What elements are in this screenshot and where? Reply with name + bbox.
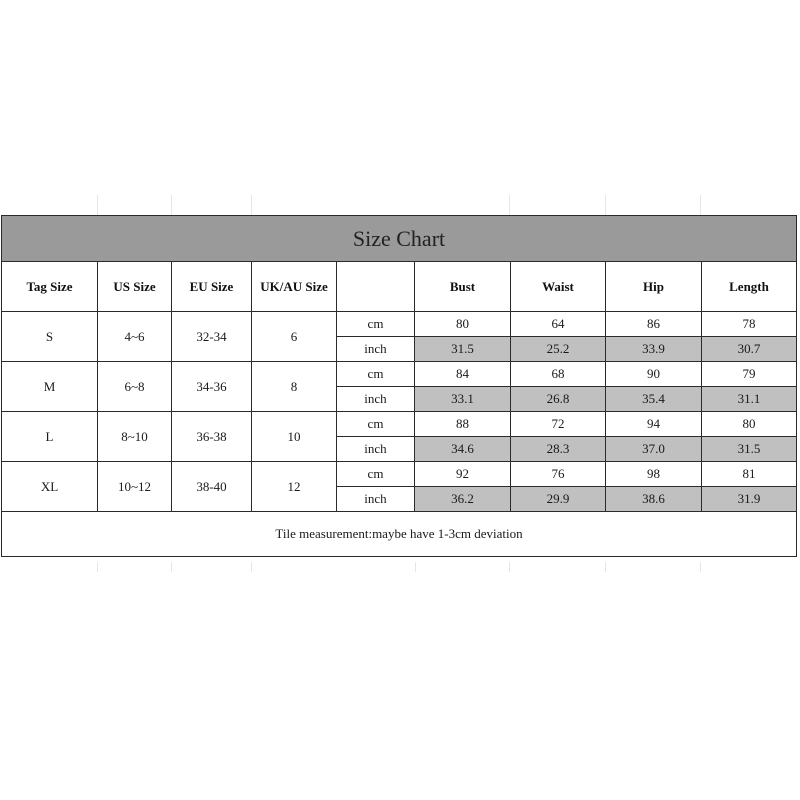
uk-au-size-cell: 8 [252, 362, 337, 412]
waist-inch: 25.2 [511, 337, 606, 362]
us-size-cell: 4~6 [98, 312, 172, 362]
unit-cm: cm [337, 362, 415, 387]
bust-inch: 36.2 [415, 487, 511, 512]
hip-cm: 86 [606, 312, 702, 337]
tag-size-cell: S [2, 312, 98, 362]
tag-size-cell: XL [2, 462, 98, 512]
hip-cm: 90 [606, 362, 702, 387]
unit-inch: inch [337, 487, 415, 512]
hip-inch: 37.0 [606, 437, 702, 462]
unit-cm: cm [337, 412, 415, 437]
length-cm: 80 [702, 412, 797, 437]
header-bust: Bust [415, 262, 511, 312]
length-cm: 78 [702, 312, 797, 337]
table-row-l-cm [2, 412, 797, 437]
tag-size-cell: L [2, 412, 98, 462]
bust-inch: 34.6 [415, 437, 511, 462]
table-row-xl-cm [2, 462, 797, 487]
bust-cm: 80 [415, 312, 511, 337]
length-cm: 81 [702, 462, 797, 487]
hip-cm: 94 [606, 412, 702, 437]
us-size-cell: 10~12 [98, 462, 172, 512]
tag-size-cell: M [2, 362, 98, 412]
hip-cm: 98 [606, 462, 702, 487]
uk-au-size-cell: 6 [252, 312, 337, 362]
bust-inch: 31.5 [415, 337, 511, 362]
header-unit [337, 262, 415, 312]
length-inch: 31.9 [702, 487, 797, 512]
waist-inch: 29.9 [511, 487, 606, 512]
unit-inch: inch [337, 387, 415, 412]
size-chart-table [1, 215, 797, 557]
unit-inch: inch [337, 437, 415, 462]
header-uk-au-size: UK/AU Size [252, 262, 337, 312]
waist-cm: 76 [511, 462, 606, 487]
unit-cm: cm [337, 312, 415, 337]
uk-au-size-cell: 10 [252, 412, 337, 462]
waist-cm: 72 [511, 412, 606, 437]
header-eu-size: EU Size [172, 262, 252, 312]
chart-title: Size Chart [2, 216, 797, 262]
table-row-m-cm [2, 362, 797, 387]
unit-inch: inch [337, 337, 415, 362]
header-tag-size: Tag Size [2, 262, 98, 312]
eu-size-cell: 32-34 [172, 312, 252, 362]
eu-size-cell: 34-36 [172, 362, 252, 412]
eu-size-cell: 36-38 [172, 412, 252, 462]
header-waist: Waist [511, 262, 606, 312]
bust-inch: 33.1 [415, 387, 511, 412]
hip-inch: 38.6 [606, 487, 702, 512]
table-row-s-cm [2, 312, 797, 337]
uk-au-size-cell: 12 [252, 462, 337, 512]
header-us-size: US Size [98, 262, 172, 312]
us-size-cell: 8~10 [98, 412, 172, 462]
footer-note: Tile measurement:maybe have 1-3cm deviation [2, 512, 797, 557]
length-cm: 79 [702, 362, 797, 387]
length-inch: 31.5 [702, 437, 797, 462]
header-length: Length [702, 262, 797, 312]
waist-inch: 28.3 [511, 437, 606, 462]
bust-cm: 92 [415, 462, 511, 487]
unit-cm: cm [337, 462, 415, 487]
header-hip: Hip [606, 262, 702, 312]
hip-inch: 35.4 [606, 387, 702, 412]
length-inch: 31.1 [702, 387, 797, 412]
waist-cm: 68 [511, 362, 606, 387]
header-row [2, 262, 797, 312]
waist-inch: 26.8 [511, 387, 606, 412]
hip-inch: 33.9 [606, 337, 702, 362]
us-size-cell: 6~8 [98, 362, 172, 412]
bust-cm: 84 [415, 362, 511, 387]
length-inch: 30.7 [702, 337, 797, 362]
waist-cm: 64 [511, 312, 606, 337]
bust-cm: 88 [415, 412, 511, 437]
eu-size-cell: 38-40 [172, 462, 252, 512]
